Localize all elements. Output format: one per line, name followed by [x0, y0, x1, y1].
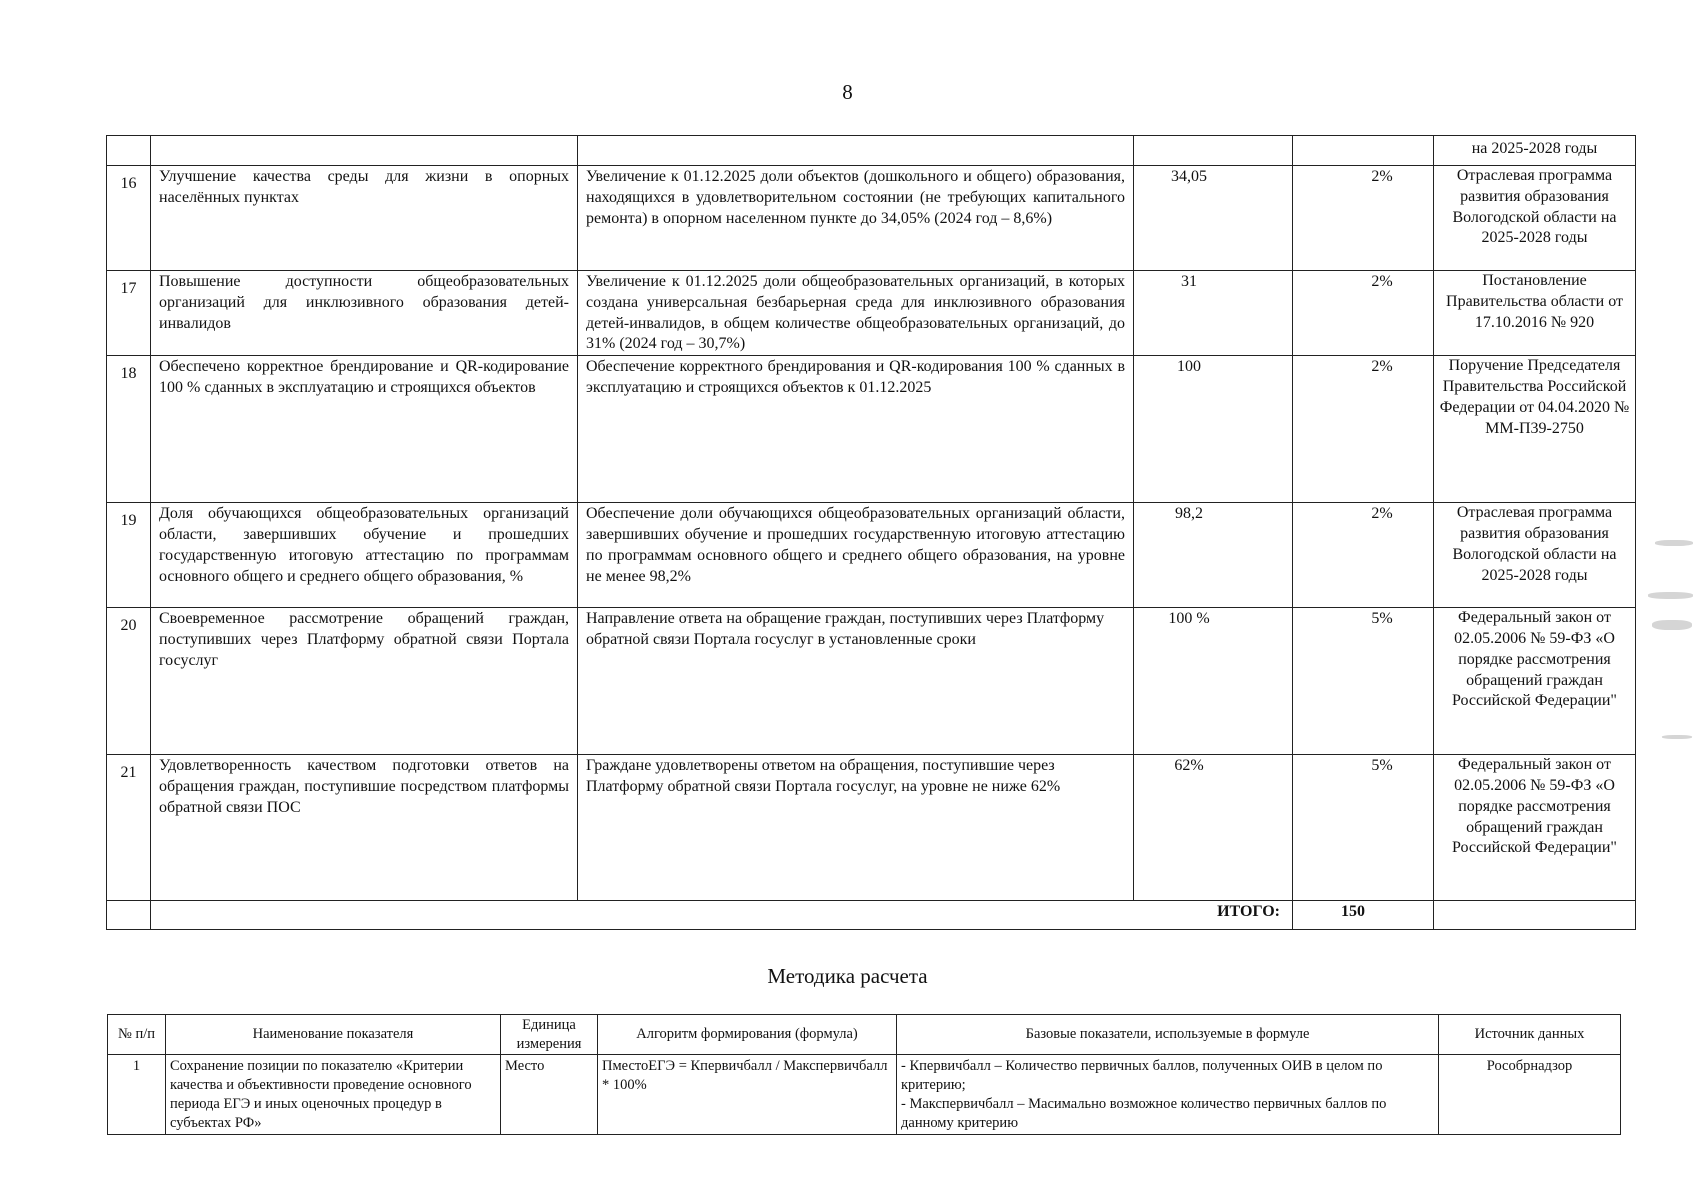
row-number: 16	[107, 166, 151, 271]
source-cell: Отраслевая программа развития образования Вологодской области на 2025-2028 годы	[1434, 166, 1636, 271]
indicator-description: Направление ответа на обращение граждан, поступивших через Платформу обратной связи Портала госуслуг в установленные сроки	[578, 608, 1134, 755]
indicator-name: Повышение доступности общеобразовательных организаций для инклюзивного образования детей-инвалидов	[151, 271, 578, 356]
indicator-table	[106, 135, 1636, 930]
target-value: 62%	[1134, 755, 1293, 901]
table-header-row	[108, 1015, 1621, 1055]
table-row	[107, 356, 1636, 503]
target-value: 34,05	[1134, 166, 1293, 271]
total-value: 150	[1293, 901, 1434, 930]
row-number: 20	[107, 608, 151, 755]
scan-artifact	[1648, 592, 1693, 599]
scan-artifact	[1655, 540, 1693, 546]
indicator-description: Увеличение к 01.12.2025 доли объектов (дошкольного и общего) образования, находящихся в удовлетворительном состоянии (не требующих капитального ремонта) в опорном населенном пункте до 34,05% (2024 год – 8,6%)	[578, 166, 1134, 271]
table-row	[107, 166, 1636, 271]
header-name: Наименование показателя	[166, 1015, 501, 1055]
source-cell: на 2025-2028 годы	[1434, 136, 1636, 166]
row-number: 19	[107, 503, 151, 608]
row-number: 1	[108, 1055, 166, 1135]
weight-value: 2%	[1293, 503, 1434, 608]
section-title: Методика расчета	[767, 964, 928, 988]
base-indicator-item: - Кпервичбалл – Количество первичных баллов, полученных ОИВ в целом по критерию;	[901, 1058, 1383, 1093]
scan-artifact	[1662, 735, 1692, 739]
indicator-description: Обеспечение корректного брендирования и QR-кодирования 100 % сданных в эксплуатацию и строящихся объектов к 01.12.2025	[578, 356, 1134, 503]
source-cell: Отраслевая программа развития образования Вологодской области на 2025-2028 годы	[1434, 503, 1636, 608]
header-unit: Единица измерения	[501, 1015, 598, 1055]
header-formula: Алгоритм формирования (формула)	[598, 1015, 897, 1055]
weight-value: 5%	[1293, 608, 1434, 755]
table-row-total	[107, 901, 1636, 930]
source-cell: Постановление Правительства области от 17.10.2016 № 920	[1434, 271, 1636, 356]
source-cell: Рособрнадзор	[1439, 1055, 1621, 1135]
weight-value: 2%	[1293, 166, 1434, 271]
header-source: Источник данных	[1439, 1015, 1621, 1055]
target-value: 98,2	[1134, 503, 1293, 608]
source-cell: Поручение Председателя Правительства Российской Федерации от 04.04.2020 № ММ-П39-2750	[1434, 356, 1636, 503]
indicator-name: Обеспечено корректное брендирование и QR-кодирование 100 % сданных в эксплуатацию и строящихся объектов	[151, 356, 578, 503]
target-value: 100	[1134, 356, 1293, 503]
methodology-table	[107, 1014, 1621, 1135]
weight-value: 5%	[1293, 755, 1434, 901]
base-indicator-item: - Макспервичбалл – Масимально возможное количество первичных баллов по данному критерию	[901, 1096, 1387, 1131]
header-base: Базовые показатели, используемые в формуле	[897, 1015, 1439, 1055]
table-row	[107, 271, 1636, 356]
source-cell: Федеральный закон от 02.05.2006 № 59-ФЗ «О порядке рассмотрения обращений граждан Российской Федерации"	[1434, 608, 1636, 755]
formula-value: ПместоЕГЭ = Кпервичбалл / Макспервичбалл * 100%	[598, 1055, 897, 1135]
indicator-description: Обеспечение доли обучающихся общеобразовательных организаций области, завершивших обучение и прошедших государственную итоговую аттестацию по программам основного общего и среднего общего образования, на уровне не менее 98,2%	[578, 503, 1134, 608]
indicator-name: Улучшение качества среды для жизни в опорных населённых пунктах	[151, 166, 578, 271]
row-number: 18	[107, 356, 151, 503]
unit-value: Место	[501, 1055, 598, 1135]
table-row-carry-over	[107, 136, 1636, 166]
target-value: 100 %	[1134, 608, 1293, 755]
table-row	[107, 608, 1636, 755]
indicator-name: Удовлетворенность качеством подготовки ответов на обращения граждан, поступившие посредством платформы обратной связи ПОС	[151, 755, 578, 901]
total-label: ИТОГО:	[151, 901, 1293, 930]
table-row	[107, 755, 1636, 901]
header-num: № п/п	[108, 1015, 166, 1055]
weight-value: 2%	[1293, 271, 1434, 356]
weight-value: 2%	[1293, 356, 1434, 503]
indicator-name: Сохранение позиции по показателю «Критерии качества и объективности проведение основного периода ЕГЭ и иных оценочных процедур в субъектах РФ»	[166, 1055, 501, 1135]
base-indicators	[897, 1055, 1439, 1135]
indicator-description: Увеличение к 01.12.2025 доли общеобразовательных организаций, в которых создана универсальная безбарьерная среда для инклюзивного образования детей-инвалидов, в общем количестве общеобразовательных организаций, до 31% (2024 год – 30,7%)	[578, 271, 1134, 356]
indicator-name: Своевременное рассмотрение обращений граждан, поступивших через Платформу обратной связи Портала госуслуг	[151, 608, 578, 755]
row-number: 21	[107, 755, 151, 901]
scan-artifact	[1652, 620, 1692, 630]
indicator-name: Доля обучающихся общеобразовательных организаций области, завершивших обучение и прошедших государственную итоговую аттестацию по программам основного общего и среднего общего образования, %	[151, 503, 578, 608]
indicator-description: Граждане удовлетворены ответом на обращения, поступившие через Платформу обратной связи Портала госуслуг, на уровне не ниже 62%	[578, 755, 1134, 901]
page-number: 8	[842, 80, 853, 104]
table-row	[108, 1055, 1621, 1135]
row-number: 17	[107, 271, 151, 356]
target-value: 31	[1134, 271, 1293, 356]
table-row	[107, 503, 1636, 608]
source-cell: Федеральный закон от 02.05.2006 № 59-ФЗ «О порядке рассмотрения обращений граждан Российской Федерации"	[1434, 755, 1636, 901]
